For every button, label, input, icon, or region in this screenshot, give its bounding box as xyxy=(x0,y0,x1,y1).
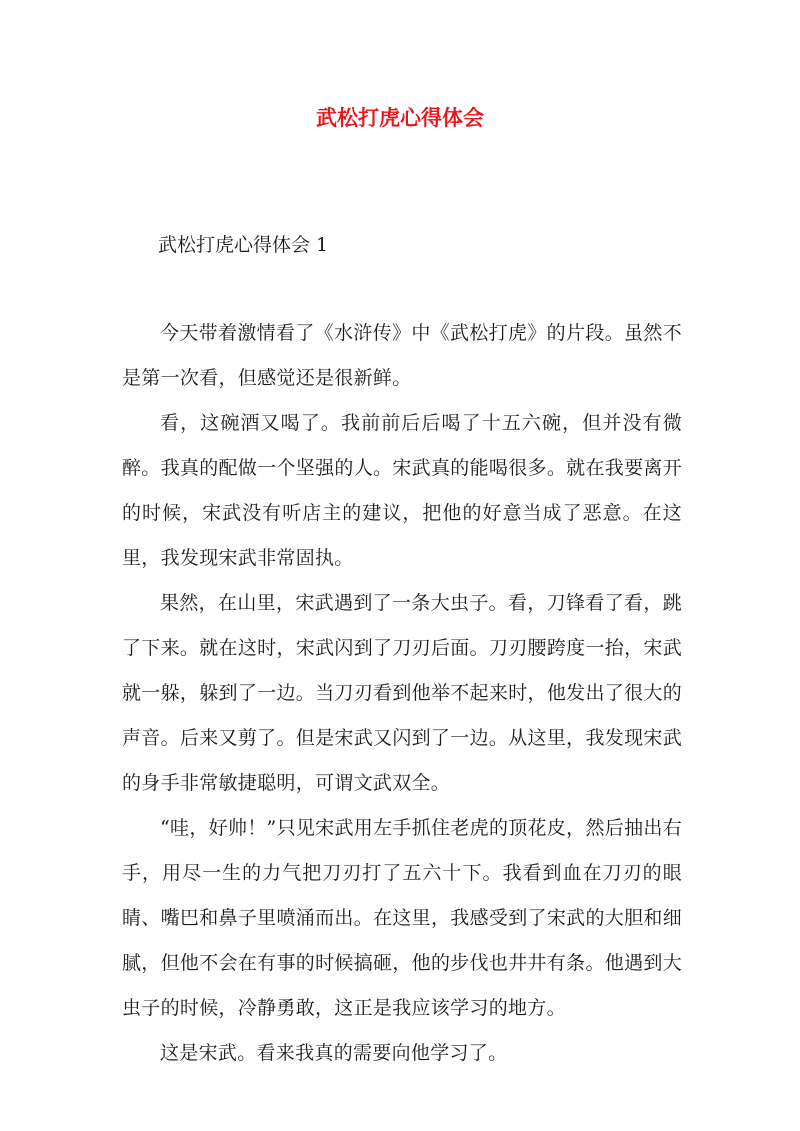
paragraph-1: 今天带着激情看了《水浒传》中《武松打虎》的片段。虽然不是第一次看，但感觉还是很新鲜。 xyxy=(122,322,682,389)
section-heading: 武松打虎心得体会 1 xyxy=(158,234,329,256)
document-body xyxy=(122,311,682,1076)
paragraph-4: “哇，好帅！”只见宋武用左手抓住老虎的顶花皮，然后抽出右手，用尽一生的力气把刀刃打了五六十下。我看到血在刀刃的眼睛、嘴巴和鼻子里喷涌而出。在这里，我感受到了宋武的大胆和细腻，但他不会在有事的时候搞砸，他的步伐也井井有条。他遇到大虫子的时候，冷静勇敢，这正是我应该学习的地方。 xyxy=(122,817,682,1019)
paragraph-2: 看，这碗酒又喝了。我前前后后喝了十五六碗，但并没有微醉。我真的配做一个坚强的人。宋武真的能喝很多。就在我要离开的时候，宋武没有听店主的建议，把他的好意当成了恶意。在这里，我发现宋武非常固执。 xyxy=(122,412,682,569)
paragraph-5: 这是宋武。看来我真的需要向他学习了。 xyxy=(160,1042,508,1064)
document-title: 武松打虎心得体会 xyxy=(316,105,484,130)
paragraph-3: 果然，在山里，宋武遇到了一条大虫子。看，刀锋看了看，跳了下来。就在这时，宋武闪到了刀刃后面。刀刃腰跨度一抬，宋武就一躲，躲到了一边。当刀刃看到他举不起来时，他发出了很大的声音。后来又剪了。但是宋武又闪到了一边。从这里，我发现宋武的身手非常敏捷聪明，可谓文武双全。 xyxy=(122,592,682,794)
